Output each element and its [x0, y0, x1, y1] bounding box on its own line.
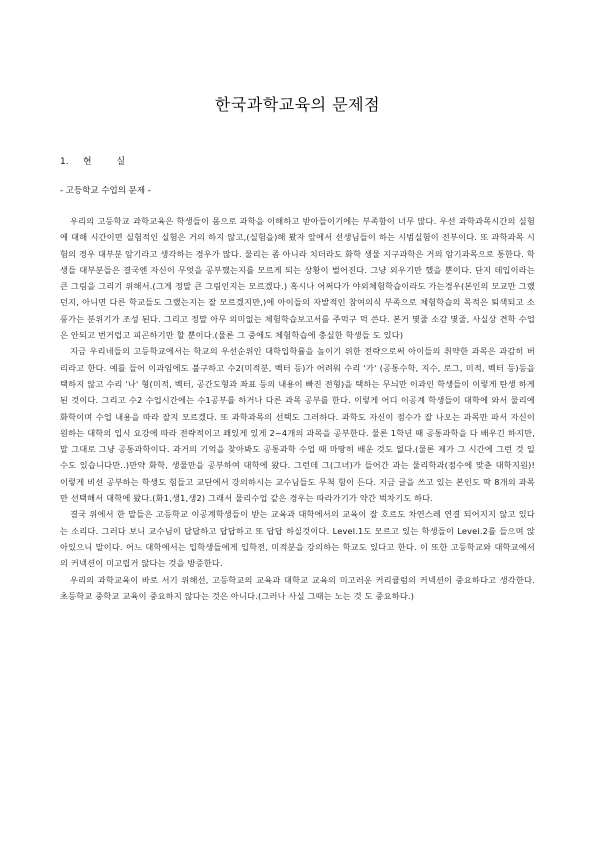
section-number: 1. — [60, 157, 69, 167]
subheading: - 고등학교 수업의 문제 - — [60, 186, 151, 196]
paragraph-4: 우리의 과학교육이 바로 서기 위해선, 고등학교의 교육과 대학교 교육의 미고러운 커리큘럼의 커넥션이 중요하다고 생각한다. 초등학교 중학교 교육이 중요하지 않다는 것은 아니다.(그러나 사실 그때는 노는 것 도 중요하다.) — [60, 574, 535, 601]
section-title: 현 실 — [82, 157, 137, 167]
paragraph-3: 결국 위에서 한 말들은 고등학교 이공계학생들이 받는 교육과 대학에서의 교육이 잘 호르도 차연스레 연결 되어지지 않고 있다는 소리다. 그러다 보니 교수님이 답답하고 답답하고 또 답답 하실것이다. Level.1도 모르고 있는 학생들이 Level.2를 들으며 앉아있으니 말이다. 어느 대학에서는 입학생들에게 입학전, 미적분을 강의하는 학교도 있다고 한다. 이 또한 고등학교와 대학교에서의 커넥션이 미고립거 않다는 것을 방증한다. — [60, 509, 535, 569]
paragraph-2: 지금 우리네들의 고등학교에서는 학교의 우선순위인 대학입학률을 높이기 위한 전략으로써 아이들의 취약한 과목은 과감히 버리라고 한다. 예를 들어 이과임에도 불구하고 수2(미적분, 벡터 등)가 어려워 수리 '가' (공통수학, 지수, 로그, 미적, 벡터 등)등을 택하지 않고 수리 '나' 형(미적, 벡터, 공간도형과 좌표 등의 내용이 빠진 전형)을 택하는 무늬만 이과인 학생들이 이렇게 탄생 하게 된 것이다. 그리고 수2 수업시간에는 수1공부를 하거나 다른 과목 공부를 한다. 이렇게 어디 이공계 학생들이 대학에 와서 물리에 화학이며 수업 내용을 따라 잘지 모르겠다. 또 과학과목의 선택도 그러하다. 과학도 자신이 점수가 잘 나오는 과목만 파서 자신이 원하는 대학의 입시 요강에 따라 전략적이고 꽤있게 있게 2~4개의 과목을 공부한다. 물론 1학년 때 공통과학을 다 배우긴 하지만, 말 그대로 그냥 공통과학이다. 과거의 기억을 찾아봐도 공통과학 수업 때 마땅히 배운 것도 없다.(물론 제가 그 시간에 그런 것 일 수도 있습니다만..)만약 화학, 생물만을 공부하여 대학에 왔다. 그런데 그(그녀)가 들어간 과는 물리학과(점수에 맞춘 대학지원)! 이렇게 비선 공부하는 학생도 힘들고 교단에서 강의하시는 교수님들도 무척 힘이 든다. 지금 글을 쓰고 있는 본인도 딱 8개의 과목만 선택해서 대학에 왔다.(화1,생1,생2) 그래서 물리수업 같은 경우는 따라가기가 약간 벅차기도 하다. — [60, 346, 535, 504]
paragraph-1: 우리의 고등학교 과학교육은 학생들이 몸으로 과학을 이해하고 받아들이기에는 부족함이 너무 많다. 우선 과학과목시간의 실험에 대해 시간이면 실험적인 실험은 거의 하지 않고,(실험을)해 봤자 앞에서 선생님들이 하는 시범실험이 전부이다. 또 과학과목 시험의 경우 대부분 암기라고 생각하는 경우가 많다. 물리는 좀 아니라 치더라도 화학 생물 지구과학은 거의 암기과목으로 통한다. 학생들 대부분들은 결국엔 자신이 무엇을 공부했는지를 모르게 되는 상황이 벌어진다. 그냥 외우기만 했을 뿐이다. 단지 데입이라는 큰 그림을 그리기 위해서.(그게 정말 큰 그림인지는 모르겠다.) 혹시나 어쩌다가 야외체험학습이라도 가는경우(본인의 모교만 그랬던지, 아니면 다른 학교들도 그랬는지는 잘 모르겠지만,)에 아이들의 자발적인 참여의식 부족으로 체험학습의 목적은 퇴색되고 소풍가는 분위기가 조성 된다. 그리고 정말 아무 의미없는 체험학습보고서를 주먹구 먹 쓴다. 본거 몇줄 소감 몇줄, 사실상 견학 수업은 안되고 번거럽고 피곤하기만 할 뿐이다.(물론 그 중에도 체험학습에 충실한 학생들 도 있다) — [60, 216, 535, 341]
body-text — [60, 213, 535, 604]
document-title: 한국과학교육의 문제점 — [214, 95, 381, 114]
section-heading — [60, 154, 136, 167]
